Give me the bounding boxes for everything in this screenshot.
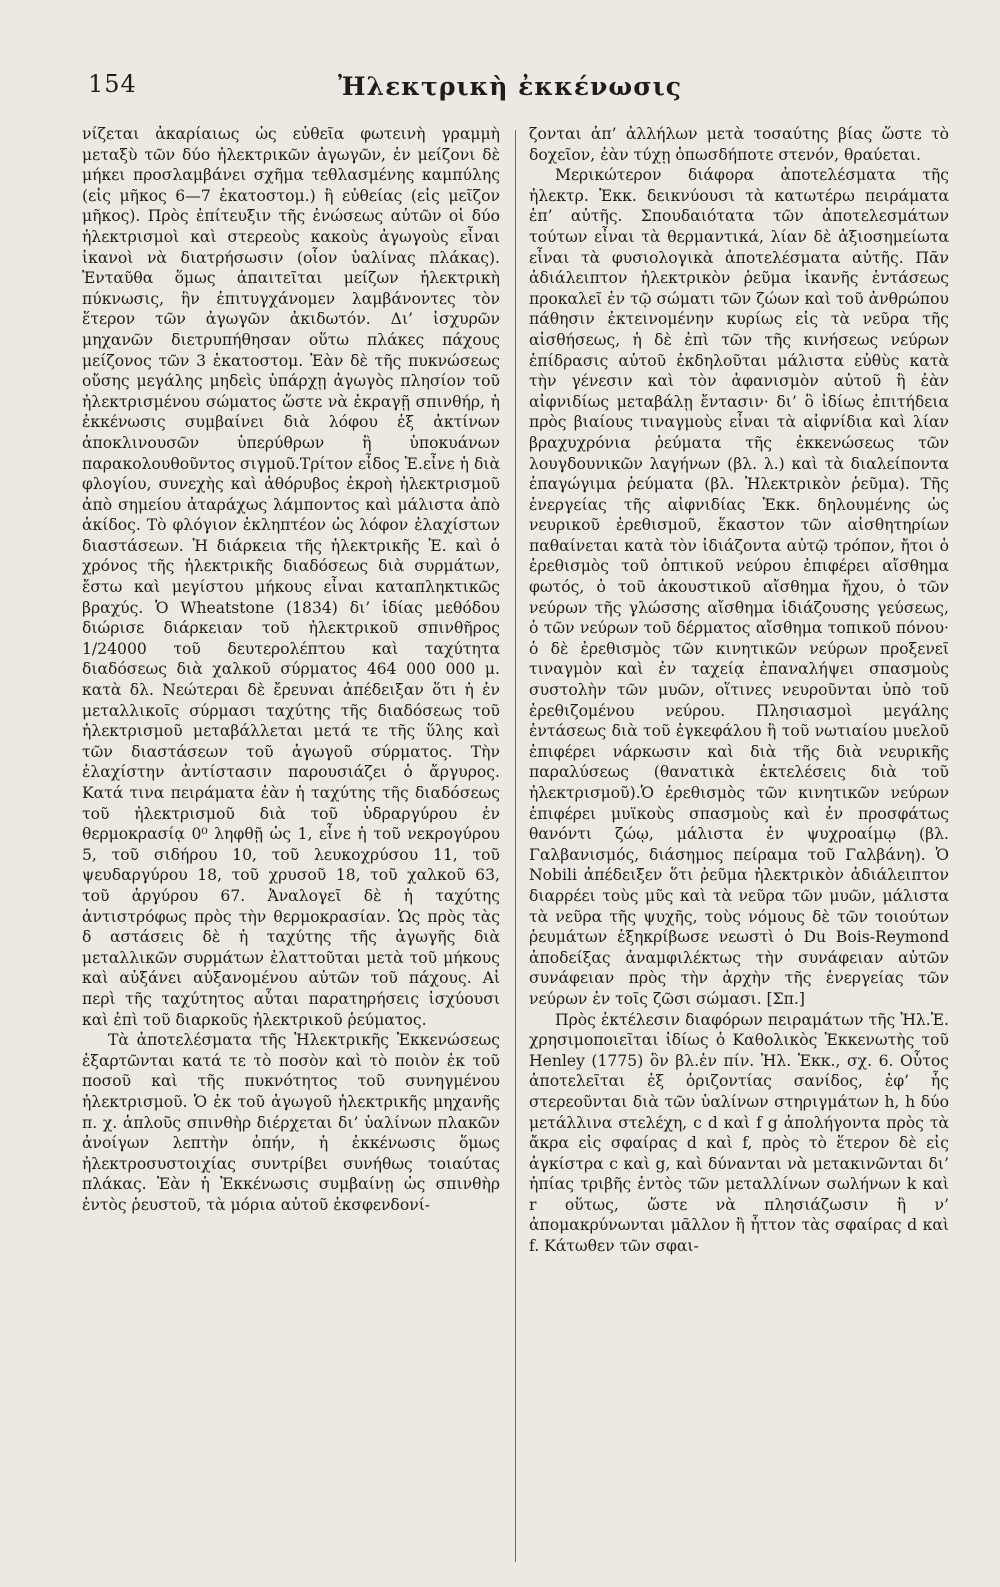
left-column [82, 124, 500, 1569]
page-header [80, 68, 940, 108]
right-paragraph-3: Πρὸς ἐκτέλεσιν διαφόρων πειραμάτων τῆς Ἠλ.Ἐ. χρησιμοποιεῖται ἰδίως ὁ Καθολικὸς Ἐκκενωτὴς τοῦ Henley (1775) ὃν βλ.ἐν πίν. Ἠλ. Ἐκκ., σχ. 6. Οὗτος ἀποτελεῖται ἐξ ὁριζοντίας σανίδος, ἐφ’ ἧς στερεοῦνται διὰ τῶν ὑαλίνων στηριγμάτων h, h δύο μετάλλινα στελέχη, c d καὶ f g ἀπολήγοντα πρὸς τὰ ἄκρα εἰς σφαίρας d καὶ f, πρὸς τὸ ἕτερον δὲ εἰς ἀγκίστρα c καὶ g, καὶ δύνανται νὰ μετακινῶνται δι’ ἠπίας τριβῆς ἐντὸς τῶν μεταλλίνων σωλήνων k καὶ r οὕτως, ὥστε νὰ πλησιάζωσιν ἢ ν’ ἀπομακρύνωνται μᾶλλον ἢ ἧττον τὰς σφαίρας d καὶ f. Κάτωθεν τῶν σφαι- [529, 1010, 949, 1256]
right-column [529, 124, 949, 1569]
right-paragraph-2: Μερικώτερον διάφορα ἀποτελέσματα τῆς ἠλεκτρ. Ἐκκ. δεικνύουσι τὰ κατωτέρω πειράματα ἐπ’ αὐτῆς. Σπουδαιότατα τῶν ἀποτελεσμάτων τούτων εἶναι τὰ θερμαντικά, λίαν δὲ ἀξιοσημείωτα εἶναι τὰ φυσιολογικὰ ἀποτελέσματα αὐτῆς. Πᾶν ἀδιάλειπτον ἠλεκτρικὸν ῥεῦμα ἱκανῆς ἐντάσεως προκαλεῖ ἐν τῷ σώματι τῶν ζώων καὶ τοῦ ἀνθρώπου πάθησιν ἐκτεινομένην κυρίως εἰς τὰ νεῦρα τῆς αἰσθήσεως, ἡ δὲ ἐπὶ τῶν τῆς κινήσεως νεύρων ἐπίδρασις αὐτοῦ ἐκδηλοῦται μάλιστα εὐθὺς κατὰ τὴν γένεσιν καὶ τὸν ἀφανισμὸν αὐτοῦ ἢ ἐὰν αἰφνιδίως μεταβάλῃ ἔντασιν· δι’ ὃ ἰδίως ἐπιτήδεια πρὸς βιαίους τιναγμοὺς εἶναι τὰ αἰφνίδια καὶ λίαν βραχυχρόνια ῥεύματα τῆς ἐκκενώσεως τῶν λουγδουνικῶν λαγήνων (βλ. λ.) καὶ τὰ διαλείποντα ἐπαγώγιμα ῥεύματα (βλ. Ἠλεκτρικὸν ῥεῦμα). Τῆς ἐνεργείας τῆς αἰφνιδίας Ἐκκ. δηλουμένης ὡς νευρικοῦ ἐρεθισμοῦ, ἕκαστον τῶν αἰσθητηρίων παθαίνεται κατὰ τὸν ἰδιάζοντα αὐτῷ τρόπον, ἤτοι ὁ ἐρεθισμὸς τοῦ ὀπτικοῦ νεύρου ἐπιφέρει αἴσθημα φωτός, ὁ τοῦ ἀκουστικοῦ αἴσθημα ἤχου, ὁ τῶν νεύρων τῆς γλώσσης αἴσθημα ἰδιάζουσης γεύσεως, ὁ τῶν νεύρων τοῦ δέρματος αἴσθημα τοπικοῦ πόνου· ὁ δὲ ἐρεθισμὸς τῶν κινητικῶν νεύρων προξενεῖ τιναγμὸν καὶ ἐν ταχείᾳ ἐπαναλήψει σπασμοὺς συστολὴν τῶν μυῶν, οἵτινες νευροῦνται ὑπὸ τοῦ ἐρεθιζομένου νεύρου. Πλησιασμοὶ μεγάλης ἐντάσεως διὰ τοῦ ἐγκεφάλου ἢ τοῦ νωτιαίου μυελοῦ ἐπιφέρει νάρκωσιν καὶ διὰ τῆς διὰ νευρικῆς παραλύσεως (θανατικὰ ἐκτελέσεις διὰ τοῦ ἠλεκτρισμοῦ).Ὁ ἐρεθισμὸς τῶν κινητικῶν νεύρων ἐπιφέρει μυϊκοὺς σπασμοὺς καὶ ἐν προσφάτως θανόντι ζώῳ, μάλιστα ἐν ψυχροαίμῳ (βλ. Γαλβανισμός, διάσημος πείραμα τοῦ Γαλβάνη). Ὁ Nobili ἀπέδειξεν ὅτι ῥεῦμα ἠλεκτρικὸν ἀδιάλειπτον διαρρέει τοὺς μῦς καὶ τὰ νεῦρα τῶν μυῶν, μάλιστα τὰ νεῦρα τῆς ψυχῆς, τοὺς νόμους δὲ τῶν τοιούτων ῥευμάτων ἐξηκρίβωσε νεωστὶ ὁ Du Bois-Reymond ἀποδείξας ἀναμφιλέκτως τὴν συνάφειαν αὐτῶν συνάφειαν πρὸς τὴν ἀρχὴν τῆς ἐνεργείας τῶν νεύρων ἐν τοῖς ζῶσι σώμασι. [Σπ.] [529, 166, 949, 1008]
column-divider [515, 130, 516, 1562]
left-paragraph-2: Τὰ ἀποτελέσματα τῆς Ἠλεκτρικῆς Ἐκκενώσεως ἐξαρτῶνται κατά τε τὸ ποσὸν καὶ τὸ ποιὸν ἐκ τοῦ ποσοῦ καὶ τῆς πυκνότητος τοῦ συνηγμένου ἠλεκτρισμοῦ. Ὁ ἐκ τοῦ ἀγωγοῦ ἠλεκτρικῆς μηχανῆς π. χ. ἁπλοῦς σπινθὴρ διέρχεται δι’ ὑαλίνων πλακῶν ἀνοίγων λεπτὴν ὀπήν, ἡ ἐκκένωσις ὅμως ἠλεκτροσυστοιχίας συντρίβει συνήθως τοιαύτας πλάκας. Ἐὰν ἡ Ἐκκένωσις συμβαίνῃ ὡς σπινθὴρ ἐντὸς ῥευστοῦ, τὰ μόρια αὐτοῦ ἐκσφενδονί- [82, 1031, 500, 1214]
page-number: 154 [88, 70, 137, 98]
left-paragraph-1: νίζεται ἀκαρίαιως ὡς εὐθεῖα φωτεινὴ γραμμὴ μεταξὺ τῶν δύο ἠλεκτρικῶν ἀγωγῶν, ἐν μείζονι δὲ μήκει προσλαμβάνει σχῆμα τεθλασμένης καμπύλης (εἰς μῆκος 6—7 ἑκατοστομ.) ἢ εὐθείας (εἰς μεῖζον μῆκος). Πρὸς ἐπίτευξιν τῆς ἐνώσεως αὐτῶν οἱ δύο ἠλεκτρισμοὶ καὶ στερεοὺς κακοὺς ἀγωγοὺς εἶναι ἱκανοὶ νὰ διατρήσωσιν (οἷον ὑαλίνας πλάκας). Ἐνταῦθα ὅμως ἀπαιτεῖται μείζων ἠλεκτρικὴ πύκνωσις, ἣν ἐπιτυγχάνομεν λαμβάνοντες τὸν ἕτερον τῶν ἀγωγῶν ἀκιδωτόν. Δι’ ἰσχυρῶν μηχανῶν διετρυπήθησαν οὕτω πλάκες πάχους μείζονος τῶν 3 ἑκατοστομ. Ἐὰν δὲ τῆς πυκνώσεως οὔσης μεγάλης μηδεὶς ὑπάρχῃ ἀγωγὸς πλησίον τοῦ ἠλεκτρισμένου σώματος ὥστε νὰ ἐκραγῇ σπινθήρ, ἡ ἐκκένωσις συμβαίνει διὰ λόφου ἐξ ἀκτίνων ἀποκλινουσῶν ὑπερύθρων ἢ ὑποκυάνων παρακολουθοῦντος σιγμοῦ.Τρίτον εἶδος Ἐ.εἶνε ἡ διὰ φλογίου, συνεχὴς καὶ ἀθόρυβος ἐκροὴ ἠλεκτρισμοῦ ἀπὸ σημείου ἀταράχως λάμποντος καὶ μάλιστα ἀπὸ ἀκίδος. Τὸ φλόγιον ἐκληπτέον ὡς λόφον ἐλαχίστων διαστάσεων. Ἡ διάρκεια τῆς ἠλεκτρικῆς Ἐ. καὶ ὁ χρόνος τῆς ἠλεκτρικῆς διαδόσεως διὰ συρμάτων, ἔστω καὶ μεγίστου μήκους εἶναι καταπληκτικῶς βραχύς. Ὁ Wheatstone (1834) δι’ ἰδίας μεθόδου διώρισε διάρκειαν τοῦ ἠλεκτρικοῦ σπινθῆρος 1/24000 τοῦ δευτερολέπτου καὶ ταχύτητα διαδόσεως διὰ χαλκοῦ σύρματος 464 000 000 μ. κατὰ δλ. Νεώτεραι δὲ ἔρευναι ἀπέδειξαν ὅτι ἡ ἐν μεταλλικοῖς σύρμασι ταχύτης τῆς διαδόσεως τοῦ ἠλεκτρισμοῦ μεταβάλλεται μετά τε τῆς ὕλης καὶ τῶν διαστάσεων τοῦ ἀγωγοῦ σύρματος. Τὴν ἐλαχίστην ἀντίστασιν παρουσιάζει ὁ ἄργυρος. Κατά τινα πειράματα ἐὰν ἡ ταχύτης τῆς διαδόσεως τοῦ ἠλεκτρισμοῦ διὰ τοῦ ὑδραργύρου ἐν θερμοκρασίᾳ 0⁰ ληφθῇ ὡς 1, εἶνε ἡ τοῦ νεκρογύρου 5, τοῦ σιδήρου 10, τοῦ λευκοχρύσου 11, τοῦ ψευδαργύρου 18, τοῦ χρυσοῦ 18, τοῦ χαλκοῦ 63, τοῦ ἀργύρου 67. Ἀναλογεῖ δὲ ἡ ταχύτης ἀντιστρόφως πρὸς τὴν θερμοκρασίαν. Ὡς πρὸς τὰς δ αστάσεις δὲ ἡ ταχύτης τῆς ἀγωγῆς διὰ μεταλλικῶν συρμάτων ἐλαττοῦται μετὰ τοῦ μήκους καὶ αὐξάνει αὐξανομένου αὐτῶν τοῦ πάχους. Αἱ περὶ τῆς ταχύτητος αὗται παρατηρήσεις ἰσχύουσι καὶ ἐπὶ τοῦ διαρκοῦς ἠλεκτρικοῦ ῥεύματος. [82, 125, 500, 1029]
right-paragraph-1: ζονται ἀπ’ ἀλλήλων μετὰ τοσαύτης βίας ὥστε τὸ δοχεῖον, ἐὰν τύχῃ ὁπωσδήποτε στενόν, θραύεται. [529, 125, 949, 164]
running-title: Ἠλεκτρικὴ ἐκκένωσις [338, 72, 682, 101]
